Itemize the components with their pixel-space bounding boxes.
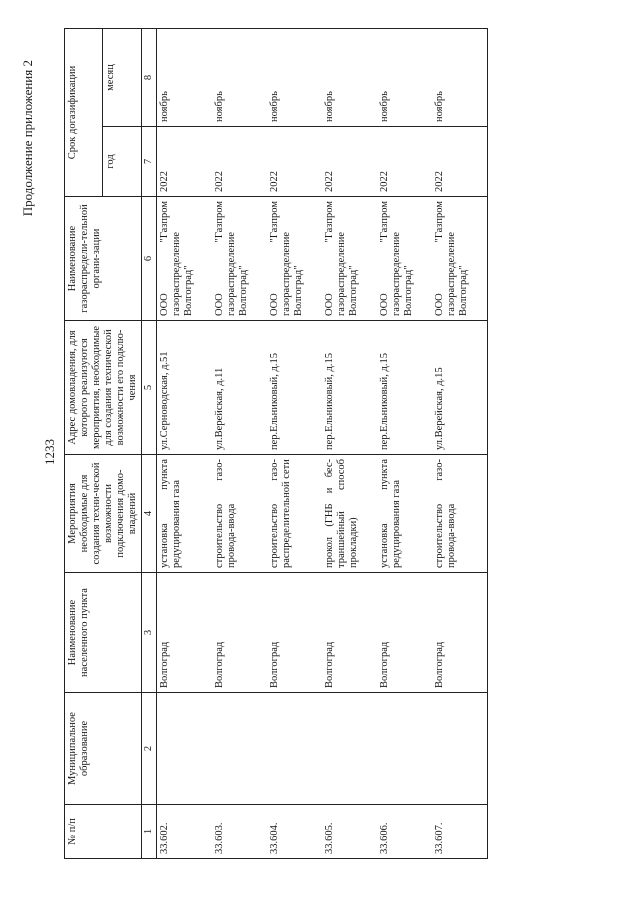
row-organization: ООО "Газпром газораспределение Волгоград" (377, 197, 432, 321)
row-organization: ООО "Газпром газораспределение Волгоград" (212, 197, 267, 321)
header-deadline: Срок догазификации (65, 28, 103, 196)
table-row (212, 28, 267, 858)
row-year: 2022 (267, 127, 322, 197)
header-measures: Мероприятия необходимые для создания техни-ческой возможности подключения домо-владений (65, 455, 142, 573)
row-organization: ООО "Газпром газораспределение Волгоград" (157, 197, 213, 321)
row-number: 33.605. (322, 805, 377, 859)
row-year: 2022 (377, 127, 432, 197)
row-measure: прокол (ГНБ и бес-траншейный способ прокладки) (322, 455, 377, 573)
row-measure: строительство газо-провода-ввода (212, 455, 267, 573)
row-municipality (157, 693, 213, 805)
row-year: 2022 (157, 127, 213, 197)
row-address: ул.Верейская, д.15 (432, 321, 488, 455)
header-settlement: Наименование населенного пункта (65, 573, 142, 693)
column-number: 3 (142, 573, 157, 693)
row-address: пер.Ельниковый, д.15 (267, 321, 322, 455)
row-measure: установка пункта редуцирования газа (157, 455, 213, 573)
column-number: 4 (142, 455, 157, 573)
row-municipality (322, 693, 377, 805)
gasification-table (64, 28, 488, 859)
row-month: ноябрь (377, 28, 432, 126)
row-organization: ООО "Газпром газораспределение Волгоград" (267, 197, 322, 321)
row-municipality (377, 693, 432, 805)
row-year: 2022 (432, 127, 488, 197)
row-measure: строительство газо-провода-ввода (432, 455, 488, 573)
column-number: 1 (142, 805, 157, 859)
column-number: 8 (142, 28, 157, 126)
row-address: пер.Ельниковый, д.15 (377, 321, 432, 455)
row-measure: установка пункта редуцирования газа (377, 455, 432, 573)
row-number: 33.607. (432, 805, 488, 859)
row-settlement: Волгоград (432, 573, 488, 693)
appendix-subtitle: Продолжение приложения 2 (20, 60, 35, 217)
row-month: ноябрь (267, 28, 322, 126)
column-number: 7 (142, 127, 157, 197)
header-num: № п/п (65, 805, 142, 859)
column-number: 2 (142, 693, 157, 805)
column-number: 6 (142, 197, 157, 321)
row-address: пер.Ельниковый, д.15 (322, 321, 377, 455)
row-month: ноябрь (157, 28, 213, 126)
table-row (432, 28, 488, 858)
page-number: 1233 (42, 439, 57, 465)
column-numbers-row (142, 28, 157, 858)
row-month: ноябрь (212, 28, 267, 126)
row-municipality (432, 693, 488, 805)
row-number: 33.604. (267, 805, 322, 859)
row-municipality (212, 693, 267, 805)
header-municipality: Муниципальное образование (65, 693, 142, 805)
row-month: ноябрь (432, 28, 488, 126)
table-row (322, 28, 377, 858)
table-row (267, 28, 322, 858)
column-number: 5 (142, 321, 157, 455)
table-row (157, 28, 213, 858)
row-organization: ООО "Газпром газораспределение Волгоград" (432, 197, 488, 321)
table-row (377, 28, 432, 858)
row-settlement: Волгоград (212, 573, 267, 693)
row-address: ул.Верейская, д.11 (212, 321, 267, 455)
header-year: год (103, 127, 142, 197)
row-measure: строительство газо-распределительной сети (267, 455, 322, 573)
row-month: ноябрь (322, 28, 377, 126)
row-settlement: Волгоград (157, 573, 213, 693)
row-year: 2022 (322, 127, 377, 197)
row-number: 33.602. (157, 805, 213, 859)
row-number: 33.606. (377, 805, 432, 859)
row-municipality (267, 693, 322, 805)
header-month: месяц (103, 28, 142, 126)
row-year: 2022 (212, 127, 267, 197)
row-organization: ООО "Газпром газораспределение Волгоград" (322, 197, 377, 321)
row-address: ул.Серноводская, д.51 (157, 321, 213, 455)
row-number: 33.603. (212, 805, 267, 859)
header-address: Адрес домовладения, для которого реализуются мероприятия, необходимые для создания технической возможности его подклю-чения (65, 321, 142, 455)
row-settlement: Волгоград (377, 573, 432, 693)
row-settlement: Волгоград (322, 573, 377, 693)
header-organization: Наименование газораспредели-тельной органи-зации (65, 197, 142, 321)
row-settlement: Волгоград (267, 573, 322, 693)
